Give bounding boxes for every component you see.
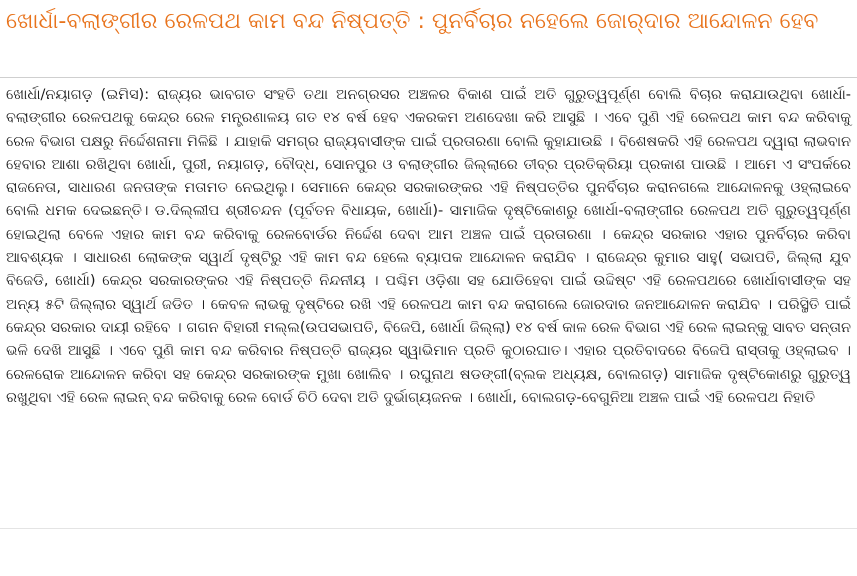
content-bottom-edge (0, 528, 857, 529)
article-body: ଖୋର୍ଧା/ନୟାଗଡ଼ (ଇମିସ): ରାଜ୍ୟର ଭାବଗତ ସଂହତି ତଥା ଅନଗ୍ରସର ଅଞ୍ଚଳର ବିକାଶ ପାଇଁ ଅତି ଗୁରୁତ୍ୱପୂର୍ଣ୍ଣ ବୋଲି ବିଚାର କରାଯାଉଥିବା ଖୋର୍ଧା-ବଲାଙ୍ଗୀର ରେଳପଥକୁ କେନ୍ଦ୍ର ରେଳ ମନ୍ତ୍ରଣାଳୟ ଗତ ୧୪ ବର୍ଷ ହେବ ଏକରକମ ଅଣଦେଖା କରି ଆସୁଛି । ଏବେ ପୁଣି ଏହି ରେଳପଥ କାମ ବନ୍ଦ କରିବାକୁ ରେଳ ବିଭାଗ ପକ୍ଷରୁ ନିର୍ଦ୍ଦେଶନାମା ମିଳିଛି । ଯାହାକି ସମଗ୍ର ରାଜ୍ୟବାସୀଙ୍କ ପାଇଁ ପ୍ରତାରଣା ବୋଲି କୁହାଯାଉଛି । ବିଶେଷକରି ଏହି ରେଳପଥ ଦ୍ୱାରା ଲାଭବାନ ହେବାର ଆଶା ରଖିଥିବା ଖୋର୍ଧା, ପୁରୀ, ନୟାଗଡ଼, ବୌଦ୍ଧ, ସୋନପୁର ଓ ବଲାଙ୍ଗୀର ଜିଲ୍ଲାରେ ତୀବ୍ର ପ୍ରତିକ୍ରିୟା ପ୍ରକାଶ ପାଉଛି । ଆମେ ଏ ସଂପର୍କରେ ରାଜନେତା, ସାଧାରଣ ଜନତାଙ୍କ ମତାମତ ନେଇଥିଲୁ। ସେମାନେ କେନ୍ଦ୍ର ସରକାରଙ୍କର ଏହି ନିଷ୍ପତ୍ତିର ପୁନର୍ବିଚାର କରାନଗଲେ ଆନ୍ଦୋଳନକୁ ଓହ୍ଲାଇବେ ବୋଲି ଧମକ ଦେଇଛନ୍ତି। ଡ.ଦିଲ୍ଲୀପ ଶ୍ରୀଚନ୍ଦନ (ପୂର୍ବତନ ବିଧାୟକ, ଖୋର୍ଧା)- ସାମାଜିକ ଦୃଷ୍ଟିକୋଣରୁ ଖୋର୍ଧା-ବଲାଙ୍ଗୀର ରେଳପଥ ଅତି ଗୁରୁତ୍ୱପୂର୍ଣ୍ଣ ହୋଇଥିଲା ବେଳେ ଏହାର କାମ ବନ୍ଦ କରିବାକୁ ରେଳବୋର୍ଡର ନିର୍ଦ୍ଦେଶ ଦେବା ଆମ ଅଞ୍ଚଳ ପାଇଁ ପ୍ରତାରଣା । କେନ୍ଦ୍ର ସରକାର ଏହାର ପୁନର୍ବିଚାର କରିବା ଆବଶ୍ୟକ । ସାଧାରଣ ଲୋକଙ୍କ ସ୍ୱାର୍ଥ ଦୃଷ୍ଟିରୁ ଏହି କାମ ବନ୍ଦ ହେଲେ ବ୍ୟାପକ ଆନ୍ଦୋଳନ କରାଯିବ । ରାଜେନ୍ଦ୍ର କୁମାର ସାହୁ( ସଭାପତି, ଜିଲ୍ଲା ଯୁବ ବିଜେଡି, ଖୋର୍ଧା) କେନ୍ଦ୍ର ସରକାରଙ୍କର ଏହି ନିଷ୍ପତ୍ତି ନିନ୍ଦନୀୟ । ପଶ୍ଚିମ ଓଡ଼ିଶା ସହ ଯୋଡିହେବା ପାଇଁ ଉଦ୍ଦିଷ୍ଟ ଏହି ରେଳପଥରେ ଖୋର୍ଧାବାସୀଙ୍କ ସହ ଅନ୍ୟ ୫ଟି ଜିଲ୍ଲାର ସ୍ୱାର୍ଥ ଜଡିତ । କେବଳ ଲାଭକୁ ଦୃଷ୍ଟିରେ ରଖି ଏହି ରେଳପଥ କାମ ବନ୍ଦ କରାଗଲେ ଜୋରଦାର ଜନଆନ୍ଦୋଳନ କରାଯିବ । ପରିସ୍ଥିତି ପାଇଁ କେନ୍ଦ୍ର ସରକାର ଦାୟୀ ରହିବେ । ଗଗନ ବିହାରୀ ମଲ୍ଲ(ଉପସଭାପତି, ବିଜେପି, ଖୋର୍ଧା ଜିଲ୍ଲା) ୧୪ ବର୍ଷ କାଳ ରେଳ ବିଭାଗ ଏହି ରେଳ ଲାଇନ୍‌କୁ ସାବତ ସନ୍ତାନ ଭଳି ଦେଖି ଆସୁଛି । ଏବେ ପୁଣି କାମ ବନ୍ଦ କରିବାର ନିଷ୍ପତ୍ତି ରାଜ୍ୟର ସ୍ୱାଭିମାନ ପ୍ରତି କୁଠାରଘାତ। ଏହାର ପ୍ରତିବାଦରେ ବିଜେପି ରାସ୍ତାକୁ ଓହ୍ଲାଇବ । ରେଳରୋକ ଆନ୍ଦୋଳନ କରିବା ସହ କେନ୍ଦ୍ର ସରକାରଙ୍କ ମୁଖା ଖୋଲିବ । ରଘୁନାଥ ଷଡଙ୍ଗୀ(ବ୍ଲକ ଅଧ୍ୟକ୍ଷ, ବୋଲଗଡ଼) ସାମାଜିକ ଦୃଷ୍ଟିକୋଣରୁ ଗୁରୁତ୍ୱ ରଖୁଥିବା ଏହି ରେଳ ଲାଇନ୍ ବନ୍ଦ କରିବାକୁ ରେଳ ବୋର୍ଡ ଚିଠି ଦେବା ଅତି ଦୁର୍ଭାଗ୍ୟଜନକ । ଖୋର୍ଧା, ବୋଲଗଡ଼-ବେଗୁନିଆ ଅଞ୍ଚଳ ପାଇଁ ଏହି ରେଳପଥ ନିହାତି (6, 87, 851, 406)
article-headline: ଖୋର୍ଧା-ବଲାଙ୍ଗୀର ରେଳପଥ କାମ ବନ୍ଦ ନିଷ୍ପତ୍ତି : ପୁନର୍ବିଚାର ନହେଲେ ଜୋର୍‌ଦାର ଆନ୍ଦୋଳନ ହେବ (6, 9, 819, 34)
headline-divider (0, 77, 857, 78)
